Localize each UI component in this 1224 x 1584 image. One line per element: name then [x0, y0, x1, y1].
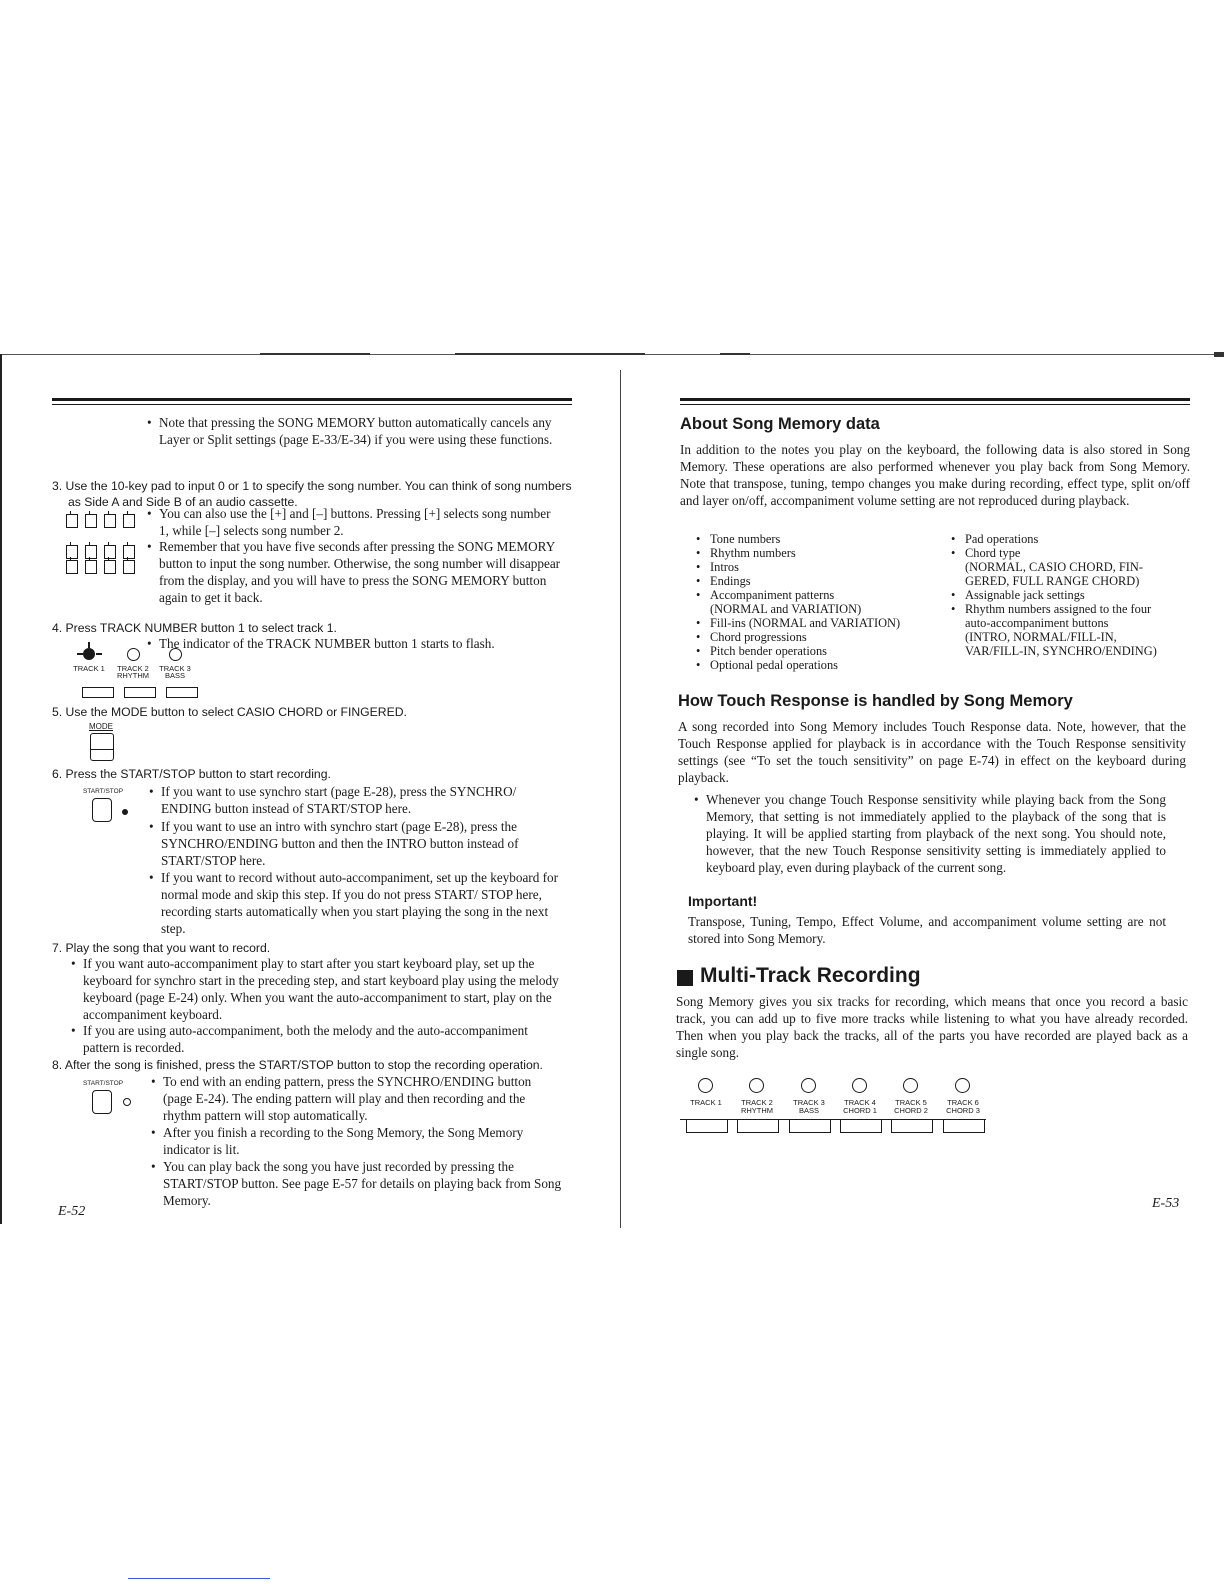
track-indicator-icon [698, 1078, 713, 1093]
data-list-right [951, 532, 1190, 658]
step-8: 8. After the song is finished, press the START/STOP button to stop the recording operation. [52, 1058, 543, 1072]
list-item-continued: (INTRO, NORMAL/FILL-IN, [965, 630, 1117, 644]
track-indicator-icon [749, 1078, 764, 1093]
track-name: TRACK 4 [844, 1098, 876, 1107]
unlit-indicator-icon [123, 1098, 131, 1106]
track-function: BASS [798, 1106, 819, 1115]
start-stop-label: START/STOP [82, 788, 124, 795]
step-8-bullet: • After you finish a recording to the Song Memory, the Song Memory indicator is lit. [151, 1125, 524, 1157]
touch-paragraph: A song recorded into Song Memory includes Touch Response data. Note, however, that the Touch Response applied for playback is in accordance with the Touch Response sensitivity settings (see “To set the touch sensitivity” on page E-74) in effect on the keyboard during playback. [678, 719, 1186, 785]
header-rule [680, 398, 1190, 401]
track-name: TRACK 5 [895, 1098, 927, 1107]
track-button [166, 687, 198, 698]
track-button [124, 687, 156, 698]
list-item: • Pitch bender operations [696, 644, 827, 658]
binding-edge [0, 354, 2, 1224]
step-8-bullet: • To end with an ending pattern, press the SYNCHRO/ENDING button (page E-24). The ending pattern will play and then recording and the rhythm pattern will stop automatically. [151, 1074, 532, 1123]
panel-edge [680, 1119, 986, 1120]
step-4-bullet: • The indicator of the TRACK NUMBER button 1 starts to flash. [147, 636, 495, 651]
track-button [789, 1119, 831, 1133]
track-label: TRACK 2 [117, 664, 149, 673]
multitrack-paragraph: Song Memory gives you six tracks for recording, which means that once you record a basic track, you can add up to five more tracks while listening to what you have already recorded. Then when you play back the tracks, all of the parts you have recorded are played back as a single song. [676, 994, 1188, 1060]
about-paragraph: In addition to the notes you play on the keyboard, the following data is also stored in Song Memory. These operations are also performed whenever you play back from Song Memory. Note that transpose, tuning, tempo changes you make during recording, effect type, split on/off and layer on/off, accompaniment volume setting are not reproduced during playback. [680, 442, 1190, 508]
scan-mark [128, 1578, 270, 1579]
touch-bullet: • Whenever you change Touch Response sensitivity while playing back from the Song Memory, that setting is not immediately applied to the playback of the song that is playing. It will be applied starting from playback of the next song. You should note, however, that the new Touch Response sensitivity setting is immediately applied to keyboard play, even during playback of the current song. [694, 792, 1166, 875]
track-button [891, 1119, 933, 1133]
important-heading: Important! [688, 893, 758, 909]
step-6-bullet: • If you want to use synchro start (page E-28), press the SYNCHRO/ ENDING button instead of START/STOP here. [149, 784, 517, 816]
track-indicator-icon [852, 1078, 867, 1093]
indicator-icon [127, 648, 140, 661]
track-button [686, 1119, 728, 1133]
track-indicator-icon [903, 1078, 918, 1093]
list-item: • Endings [696, 574, 751, 588]
track-name: TRACK 1 [690, 1098, 722, 1107]
important-text: Transpose, Tuning, Tempo, Effect Volume, and accompaniment volume setting are not stored into Song Memory. [688, 914, 1166, 946]
track-button [840, 1119, 882, 1133]
page-number-left: E-52 [58, 1204, 86, 1219]
flashing-indicator-icon [83, 648, 95, 660]
track-indicator-icon [801, 1078, 816, 1093]
track-sublabel: BASS [164, 671, 185, 680]
note-intro: • Note that pressing the SONG MEMORY button automatically cancels any Layer or Split settings (page E-33/E-34) if you were using these functions. [147, 415, 553, 447]
indicator-icon [169, 648, 182, 661]
list-item-continued: VAR/FILL-IN, SYNCHRO/ENDING) [965, 644, 1157, 658]
header-rule-thin [680, 404, 1190, 405]
header-rule-thin [52, 404, 572, 405]
start-stop-button-icon [92, 798, 112, 822]
flash-ray [96, 653, 102, 655]
header-rule [52, 398, 572, 401]
step-5: 5. Use the MODE button to select CASIO CHORD or FINGERED. [52, 705, 407, 719]
about-heading: About Song Memory data [680, 415, 880, 433]
page-number-right: E-53 [1152, 1196, 1180, 1211]
scan-edge-segment [720, 353, 750, 355]
list-item: • Pad operations [951, 532, 1039, 546]
list-item: • Fill-ins (NORMAL and VARIATION) [696, 616, 901, 630]
track-label: TRACK 3 [159, 664, 191, 673]
list-item-continued: (NORMAL and VARIATION) [710, 602, 862, 616]
track-button [943, 1119, 985, 1133]
track-function: CHORD 3 [946, 1106, 980, 1115]
section-square-icon [677, 970, 693, 986]
mode-button-icon [90, 733, 114, 761]
scan-edge-segment [455, 353, 645, 355]
track-function: RHYTHM [740, 1106, 774, 1115]
list-item: • Assignable jack settings [951, 588, 1085, 602]
lit-indicator-icon [122, 809, 128, 815]
scan-edge-segment [260, 353, 370, 355]
start-stop-button-icon [92, 1090, 112, 1114]
track-label: TRACK 1 [73, 664, 105, 673]
track-button [737, 1119, 779, 1133]
step-6: 6. Press the START/STOP button to start recording. [52, 767, 331, 781]
list-item: • Chord type [951, 546, 1021, 560]
list-item: • Tone numbers [696, 532, 781, 546]
list-item-continued: auto-accompaniment buttons [965, 616, 1109, 630]
step-7: 7. Play the song that you want to record. [52, 941, 271, 955]
step-8-bullet: • You can play back the song you have just recorded by pressing the START/STOP button. See page E-57 for details on playing back from Song Memory. [151, 1159, 562, 1208]
step-7-bullet: • If you want auto-accompaniment play to start after you start keyboard play, set up the keyboard for synchro start in the preceding step, and start keyboard play using the melody keyboard (page E-24) only. When you want the auto-accompaniment to start, play on the accompaniment keyboard. [71, 956, 559, 1022]
scan-edge-segment [1214, 352, 1224, 357]
list-item-continued: GERED, FULL RANGE CHORD) [965, 574, 1140, 588]
track-name: TRACK 6 [947, 1098, 979, 1107]
mode-label: MODE [89, 722, 113, 731]
multitrack-heading: Multi-Track Recording [700, 964, 921, 987]
track-indicator-icon [955, 1078, 970, 1093]
step-7-bullet: • If you are using auto-accompaniment, both the melody and the auto-accompaniment pattern is recorded. [71, 1023, 528, 1055]
list-item: • Rhythm numbers assigned to the four [951, 602, 1152, 616]
list-item: • Intros [696, 560, 739, 574]
list-item-continued: (NORMAL, CASIO CHORD, FIN- [965, 560, 1143, 574]
page-gutter [620, 370, 621, 1228]
track-name: TRACK 3 [793, 1098, 825, 1107]
step-6-bullet: • If you want to record without auto-accompaniment, set up the keyboard for normal mode and skip this step. If you do not press START/ STOP here, recording starts automatically when you start playing the song in the next step. [149, 870, 558, 936]
track-sublabel: RHYTHM [116, 671, 150, 680]
track-function: CHORD 2 [894, 1106, 928, 1115]
step-6-bullet: • If you want to use an intro with synchro start (page E-28), press the SYNCHRO/ENDING button and then the INTRO button instead of START/STOP here. [149, 819, 519, 868]
track-name: TRACK 2 [741, 1098, 773, 1107]
list-item: • Chord progressions [696, 630, 807, 644]
track-function: CHORD 1 [843, 1106, 877, 1115]
list-item: • Optional pedal operations [696, 658, 839, 672]
step-4: 4. Press TRACK NUMBER button 1 to select track 1. [52, 621, 337, 635]
start-stop-label: START/STOP [82, 1080, 124, 1087]
track-button [82, 687, 114, 698]
step-3-bullet: • Remember that you have five seconds after pressing the SONG MEMORY button to input the song number. Otherwise, the song number will disappear from the display, and you will have to press the SONG MEMORY button again to get it back. [147, 539, 561, 605]
data-list-left [696, 532, 940, 672]
touch-heading: How Touch Response is handled by Song Memory [678, 692, 1073, 710]
step-3: 3. Use the 10-key pad to input 0 or 1 to specify the song number. You can think of song numbers as Side A and Side B of an audio cassette. [52, 479, 572, 509]
list-item: • Rhythm numbers [696, 546, 796, 560]
step-3-bullet: • You can also use the [+] and [–] buttons. Pressing [+] selects song number 1, while [–] selects song number 2. [147, 506, 551, 538]
list-item: • Accompaniment patterns [696, 588, 835, 602]
